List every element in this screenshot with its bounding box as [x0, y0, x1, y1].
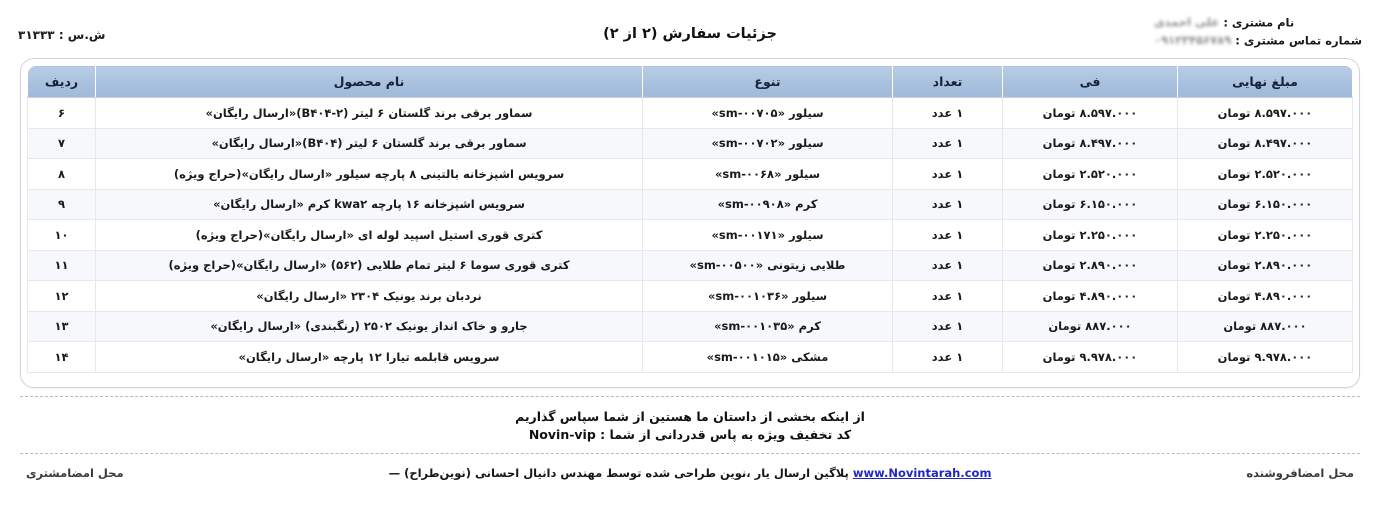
customer-phone-label: شماره تماس مشتری : — [1235, 33, 1362, 48]
document-header — [0, 0, 1380, 62]
cell-qty: ۱ عدد — [893, 128, 1003, 159]
cell-index: ۱۱ — [28, 250, 96, 281]
table-row — [28, 189, 1353, 220]
cell-amount: ۸۸۷.۰۰۰ تومان — [1178, 311, 1353, 342]
cell-qty: ۱ عدد — [893, 311, 1003, 342]
cell-index: ۱۴ — [28, 342, 96, 373]
plugin-credit — [0, 466, 1380, 480]
novintarah-link[interactable]: www.Novintarah.com — [852, 466, 992, 480]
cell-unit: ۹.۹۷۸.۰۰۰ تومان — [1003, 342, 1178, 373]
cell-unit: ۸.۵۹۷.۰۰۰ تومان — [1003, 98, 1178, 129]
cell-variety: مشکی «sm-۰۰۱۰۱۵» — [643, 342, 893, 373]
cell-qty: ۱ عدد — [893, 281, 1003, 312]
cell-name: سرویس قابلمه تیارا ۱۲ پارچه «ارسال رایگان» — [96, 342, 643, 373]
cell-qty: ۱ عدد — [893, 189, 1003, 220]
credit-text: پلاگین ارسال یار ،نوین طراحی شده توسط مهندس دانیال احسانی (نوین‌طراح) — — [388, 466, 849, 480]
cell-unit: ۶.۱۵۰.۰۰۰ تومان — [1003, 189, 1178, 220]
cell-unit: ۲.۲۵۰.۰۰۰ تومان — [1003, 220, 1178, 251]
cell-variety: طلایی زیتونی «sm-۰۰۵۰۰» — [643, 250, 893, 281]
customer-name-label: نام مشتری : — [1223, 15, 1295, 30]
table-row — [28, 98, 1353, 129]
cell-unit: ۲.۸۹۰.۰۰۰ تومان — [1003, 250, 1178, 281]
cell-variety: سیلور «sm-۰۰۷۰۲» — [643, 128, 893, 159]
cell-qty: ۱ عدد — [893, 98, 1003, 129]
cell-amount: ۸.۴۹۷.۰۰۰ تومان — [1178, 128, 1353, 159]
table-row — [28, 342, 1353, 373]
table-body — [28, 98, 1353, 373]
cell-name: سرویس اشپزخانه بالتینی ۸ پارچه سیلور «ارسال رایگان»(حراج ویژه) — [96, 159, 643, 190]
customer-signature-label: محل امضامشتری — [26, 466, 124, 480]
serial-value: ۳۱۳۳۳ — [18, 28, 55, 42]
column-header-index: ردیف — [28, 66, 96, 98]
thank-you-box — [20, 396, 1360, 454]
cell-variety: کرم «sm-۰۰۱۰۳۵» — [643, 311, 893, 342]
customer-name-value: علی احمدی — [1153, 15, 1220, 29]
cell-qty: ۱ عدد — [893, 250, 1003, 281]
table-row — [28, 128, 1353, 159]
column-header-name: نام محصول — [96, 66, 643, 98]
cell-unit: ۲.۵۲۰.۰۰۰ تومان — [1003, 159, 1178, 190]
cell-index: ۱۰ — [28, 220, 96, 251]
cell-index: ۶ — [28, 98, 96, 129]
serial-label: ش.س : — [58, 28, 106, 42]
table-header — [28, 66, 1353, 98]
column-header-unit: فی — [1003, 66, 1178, 98]
table-row — [28, 311, 1353, 342]
cell-name: سماور برقی برند گلستان ۶ لیتر (B۴۰۴)«ارسال رایگان» — [96, 128, 643, 159]
order-items-table — [27, 65, 1353, 373]
cell-name: کتری قوری سوما ۶ لیتر تمام طلایی (۵۶۲) «ارسال رایگان»(حراج ویژه) — [96, 250, 643, 281]
cell-unit: ۴.۸۹۰.۰۰۰ تومان — [1003, 281, 1178, 312]
cell-name: سماور برقی برند گلستان ۶ لیتر (B۴۰۴-۲)«ارسال رایگان» — [96, 98, 643, 129]
order-items-card — [20, 58, 1360, 388]
cell-name: جارو و خاک انداز یونیک ۲۵۰۲ (رنگبندی) «ارسال رایگان» — [96, 311, 643, 342]
cell-index: ۱۳ — [28, 311, 96, 342]
table-row — [28, 281, 1353, 312]
table-row — [28, 250, 1353, 281]
customer-name-row — [1154, 14, 1362, 32]
cell-qty: ۱ عدد — [893, 159, 1003, 190]
table-row — [28, 220, 1353, 251]
cell-amount: ۸.۵۹۷.۰۰۰ تومان — [1178, 98, 1353, 129]
table-header-row — [28, 66, 1353, 98]
cell-variety: سیلور «sm-۰۰۶۸» — [643, 159, 893, 190]
cell-name: سرویس اشپزخانه ۱۶ پارچه kwa۲ کرم «ارسال رایگان» — [96, 189, 643, 220]
cell-variety: سیلور «sm-۰۰۷۰۵» — [643, 98, 893, 129]
cell-amount: ۶.۱۵۰.۰۰۰ تومان — [1178, 189, 1353, 220]
cell-variety: سیلور «sm-۰۰۱۰۳۶» — [643, 281, 893, 312]
customer-phone-row — [1154, 32, 1362, 50]
column-header-amount: مبلغ نهایی — [1178, 66, 1353, 98]
discount-code-line: کد تخفیف ویژه به پاس قدردانی از شما : Novin-vip — [528, 426, 852, 442]
seller-signature-label: محل امضافروشنده — [1246, 466, 1354, 480]
cell-unit: ۸۸۷.۰۰۰ تومان — [1003, 311, 1178, 342]
cell-amount: ۲.۲۵۰.۰۰۰ تومان — [1178, 220, 1353, 251]
cell-unit: ۸.۴۹۷.۰۰۰ تومان — [1003, 128, 1178, 159]
cell-index: ۹ — [28, 189, 96, 220]
cell-qty: ۱ عدد — [893, 342, 1003, 373]
cell-amount: ۹.۹۷۸.۰۰۰ تومان — [1178, 342, 1353, 373]
column-header-variety: تنوع — [643, 66, 893, 98]
cell-name: کتری قوری استیل اسپید لوله ای «ارسال رایگان»(حراج ویژه) — [96, 220, 643, 251]
cell-index: ۷ — [28, 128, 96, 159]
cell-qty: ۱ عدد — [893, 220, 1003, 251]
cell-amount: ۲.۸۹۰.۰۰۰ تومان — [1178, 250, 1353, 281]
cell-name: نردبان برند یونیک ۲۳۰۴ «ارسال رایگان» — [96, 281, 643, 312]
customer-phone-value: ۰۹۱۲۳۴۵۶۷۸۹ — [1153, 33, 1232, 48]
cell-amount: ۴.۸۹۰.۰۰۰ تومان — [1178, 281, 1353, 312]
customer-info — [1154, 14, 1362, 50]
column-header-qty: تعداد — [893, 66, 1003, 98]
thank-you-line-1: از اینکه بخشی از داستان ما هستین از شما سپاس گذاریم — [515, 408, 865, 424]
cell-index: ۸ — [28, 159, 96, 190]
cell-variety: کرم «sm-۰۰۹۰۸» — [643, 189, 893, 220]
cell-amount: ۲.۵۲۰.۰۰۰ تومان — [1178, 159, 1353, 190]
cell-index: ۱۲ — [28, 281, 96, 312]
page-title: جزئیات سفارش (۲ از ۲) — [603, 26, 777, 42]
cell-variety: سیلور «sm-۰۰۱۷۱» — [643, 220, 893, 251]
table-row — [28, 159, 1353, 190]
